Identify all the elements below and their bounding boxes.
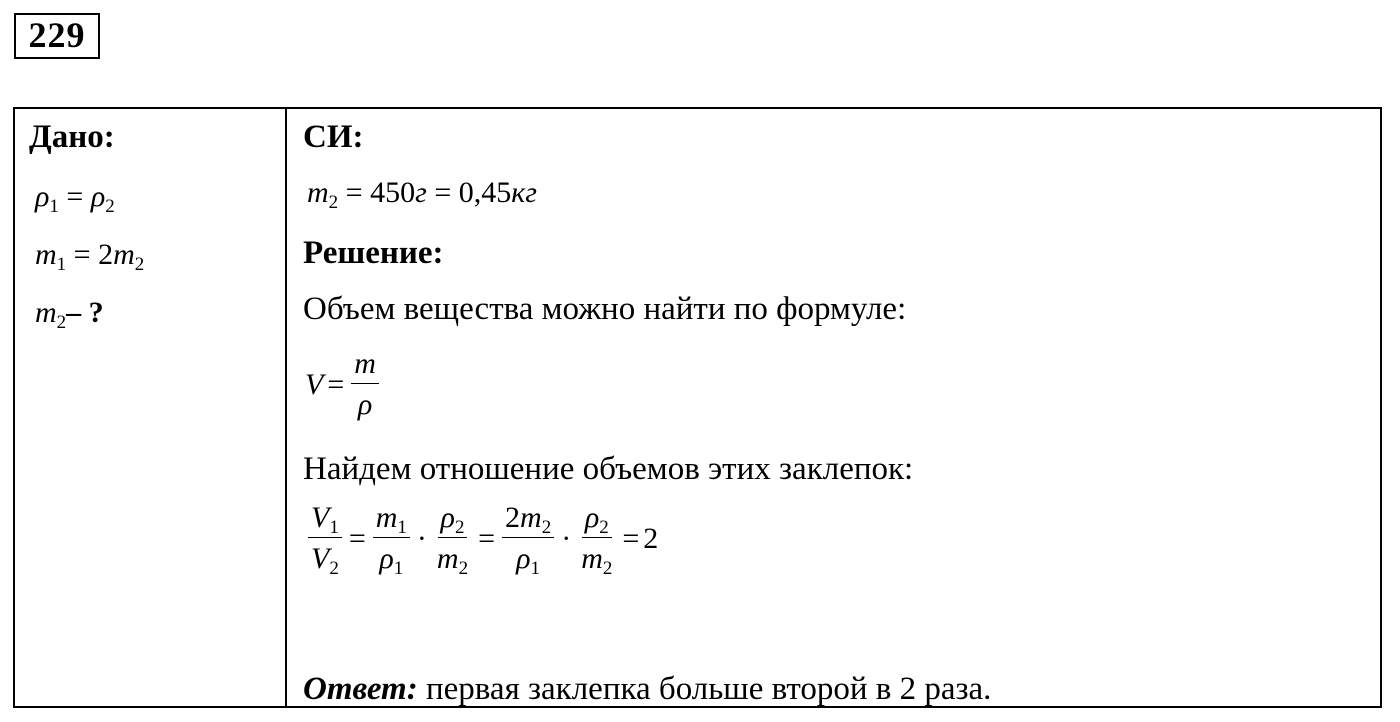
- frac-2m2-rho1: $\frac{2m_2}{\rho_1}$: [502, 501, 554, 576]
- frac-rho2-m2-b: $\frac{\rho_2}{m_2}$: [581, 501, 613, 579]
- volume-formula: V = $\frac{m}{\rho}$: [305, 347, 382, 422]
- solution-line-1: Объем вещества можно найти по формуле:: [303, 291, 907, 327]
- given-heading: Дано:: [29, 119, 115, 155]
- ratio-result: 2: [643, 521, 659, 555]
- ratio-formula: $\frac{V_1}{V_2}$ = $\frac{m_1}{\rho_1}$ · $\frac{\rho_2}{m_2}$ = $\frac{2m_2}{\rho_1}$ · $\frac{\rho_2}{m_2}$ = 2: [305, 501, 658, 576]
- answer-text: первая заклепка больше второй в 2 раза.: [425, 671, 992, 707]
- solution-line-2: Найдем отношение объемов этих заклепок:: [303, 451, 914, 487]
- si-conversion: $m_2 = 450г = 0,45кг$: [307, 176, 537, 213]
- frac-m1-rho1: $\frac{m_1}{\rho_1}$: [373, 501, 410, 576]
- si-heading: СИ:: [303, 119, 364, 155]
- solution-column: [287, 109, 1380, 706]
- given-density-equality: $\rho_1 = \rho_2$: [35, 180, 115, 217]
- solution-heading: Решение:: [303, 235, 444, 271]
- volume-fraction: $\frac{m}{\rho}$: [351, 347, 379, 422]
- answer-label: Ответ:: [303, 671, 418, 707]
- given-mass-relation: $m_1 = 2m_2$: [35, 238, 145, 275]
- answer-line: [303, 669, 991, 709]
- solution-table: [13, 107, 1382, 708]
- frac-rho2-m2: $\frac{\rho_2}{m_2}$: [436, 501, 469, 579]
- given-unknown: $m_2-$ ?: [35, 296, 104, 333]
- frac-v1-v2: $\frac{V_1}{V_2}$: [308, 501, 342, 576]
- given-column: [15, 109, 285, 706]
- problem-number: 229: [14, 13, 100, 59]
